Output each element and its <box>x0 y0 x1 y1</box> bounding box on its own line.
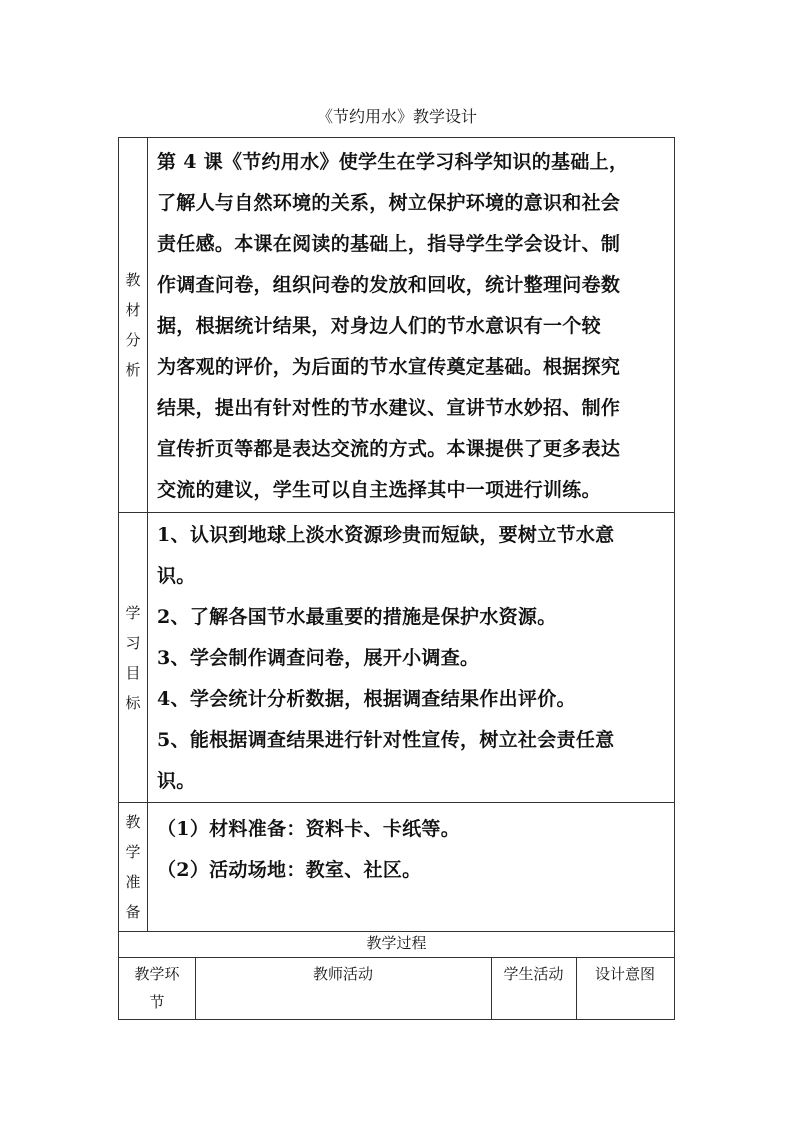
label-char: 备 <box>125 903 141 921</box>
text-line: 4、学会统计分析数据，根据调查结果作出评价。 <box>157 688 576 710</box>
label-char: 材 <box>125 301 141 319</box>
text-line: 识。 <box>157 770 196 792</box>
text-line: 据，根据统计结果，对身边人们的节水意识有一个较 <box>157 315 601 337</box>
text-line: 作调查问卷，组织问卷的发放和回收，统计整理问卷数 <box>157 274 621 296</box>
section-label-objectives <box>119 513 147 802</box>
column-header-teacher <box>195 960 491 988</box>
row-divider <box>119 512 674 513</box>
column-header-line: 设计意图 <box>594 965 655 983</box>
column-header-line: 教师活动 <box>312 965 373 983</box>
column-header-line: 节 <box>149 993 165 1011</box>
label-char: 教 <box>125 271 141 289</box>
column-header-stage <box>119 960 195 1016</box>
text-line: 了解人与自然环境的关系，树立保护环境的意识和社会 <box>157 192 621 214</box>
section-content-analysis <box>157 142 669 511</box>
text-line: 5、能根据调查结果进行针对性宣传，树立社会责任意 <box>157 729 615 751</box>
column-header-line: 学生活动 <box>503 965 564 983</box>
label-char: 标 <box>125 693 141 712</box>
process-title: 教学过程 <box>366 934 427 952</box>
text-line: 1、认识到地球上淡水资源珍贵而短缺，要树立节水意 <box>157 524 615 546</box>
section-content-objectives <box>157 515 669 802</box>
row-divider <box>119 957 674 958</box>
column-header-student <box>491 960 576 988</box>
label-char: 学 <box>125 843 141 861</box>
text-line: 识。 <box>157 565 196 587</box>
text-line: 宣传折页等都是表达交流的方式。本课提供了更多表达 <box>157 438 621 460</box>
label-char: 教 <box>125 813 141 831</box>
text-line: 为客观的评价，为后面的节水宣传奠定基础。根据探究 <box>157 356 621 378</box>
label-char: 习 <box>125 633 141 652</box>
text-line: 责任感。本课在阅读的基础上，指导学生学会设计、制 <box>157 233 621 255</box>
text-line: （2）活动场地：教室、社区。 <box>157 859 422 881</box>
column-header-line: 教学环 <box>134 965 180 983</box>
row-divider <box>119 802 674 803</box>
label-char: 学 <box>125 603 141 622</box>
label-char: 析 <box>125 361 141 379</box>
text-line: 3、学会制作调查问卷，展开小调查。 <box>157 647 480 669</box>
text-line: 2、了解各国节水最重要的措施是保护水资源。 <box>157 606 557 628</box>
section-label-analysis <box>119 138 147 512</box>
section-label-preparation <box>119 803 147 931</box>
text-line: 结果，提出有针对性的节水建议、宣讲节水妙招、制作 <box>157 397 621 419</box>
label-column-divider <box>147 138 148 931</box>
label-char: 准 <box>125 873 141 891</box>
label-char: 分 <box>125 331 141 349</box>
lesson-plan-table <box>118 137 675 1020</box>
text-line: 交流的建议，学生可以自主选择其中一项进行训练。 <box>157 479 601 501</box>
label-char: 目 <box>125 663 141 682</box>
document-title: 《节约用水》教学设计 <box>316 107 477 126</box>
text-line: 第 4 课《节约用水》使学生在学习科学知识的基础上， <box>157 151 629 173</box>
column-header-intent <box>576 960 674 988</box>
section-content-preparation <box>157 809 669 891</box>
text-line: （1）材料准备：资料卡、卡纸等。 <box>157 818 461 840</box>
